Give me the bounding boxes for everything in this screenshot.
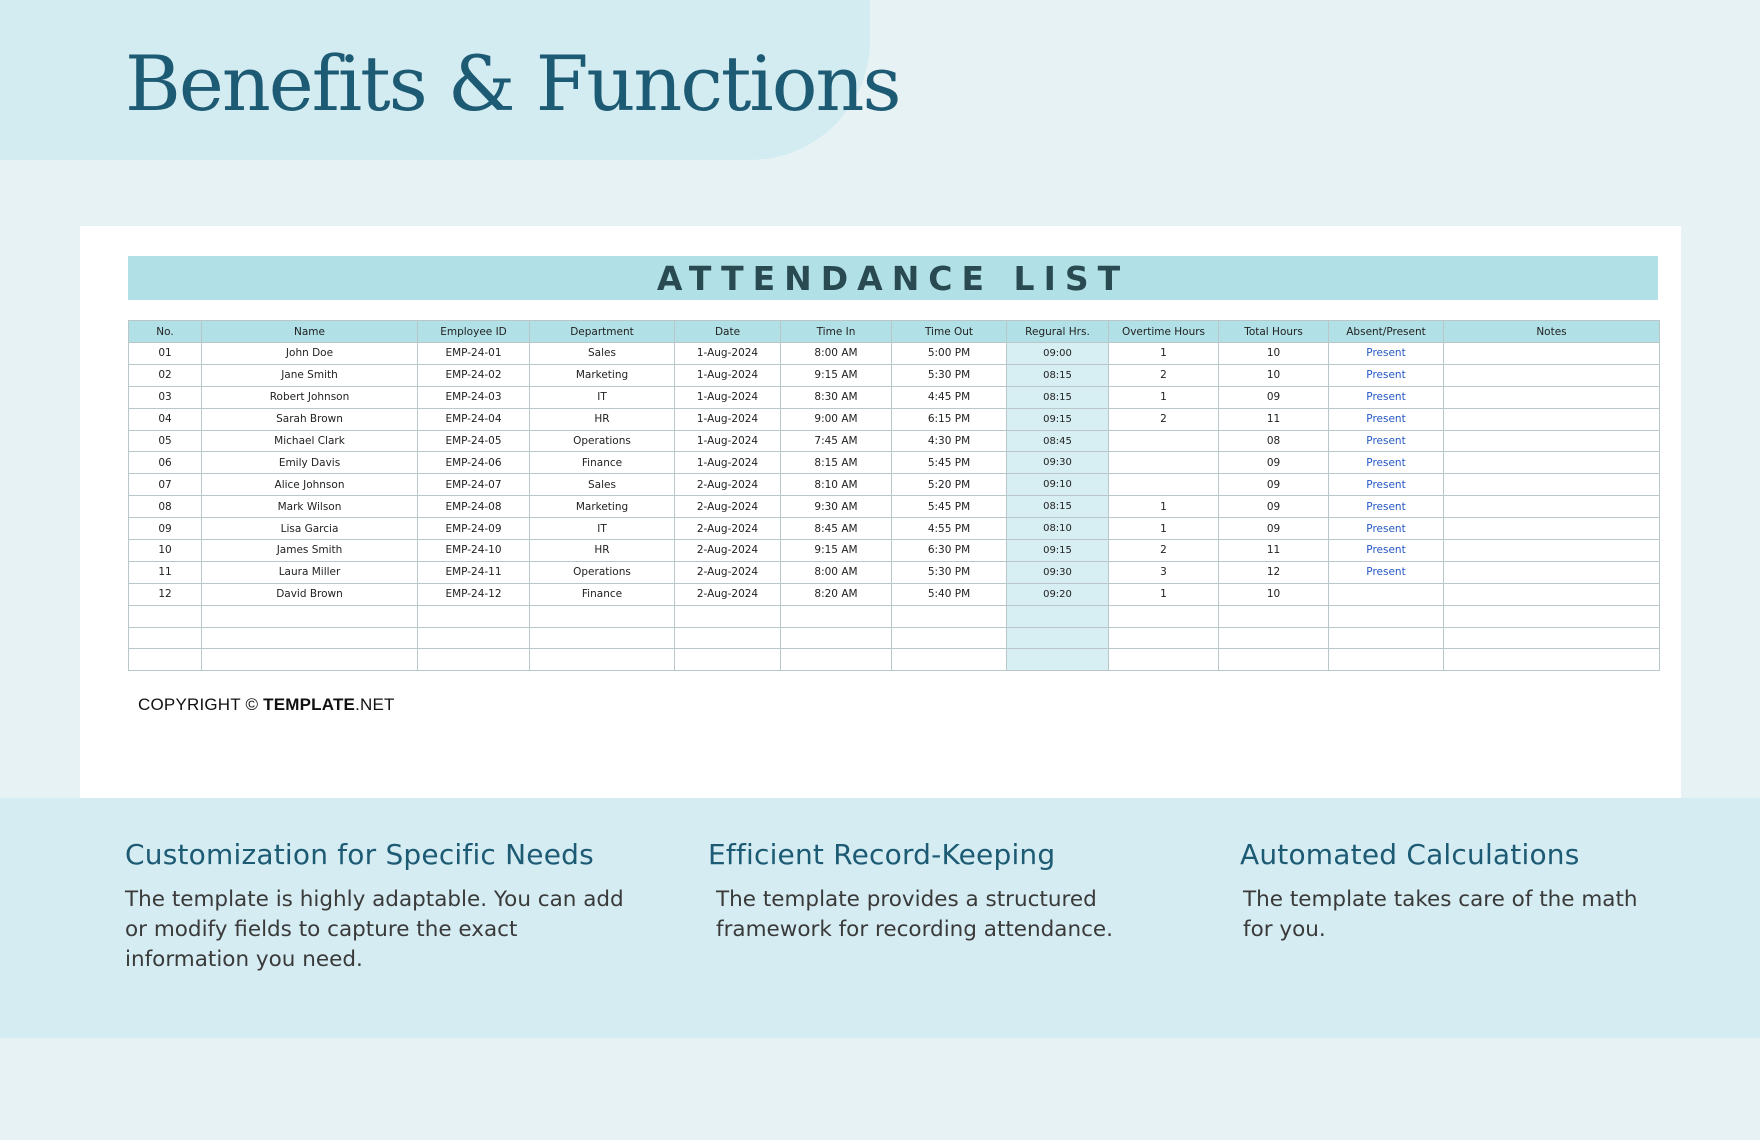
cell-name: Mark Wilson (202, 496, 418, 518)
cell-name: Lisa Garcia (202, 518, 418, 540)
cell-date: 1-Aug-2024 (675, 408, 781, 430)
cell-department: Marketing (530, 496, 675, 518)
cell-total-hours: 10 (1219, 583, 1329, 605)
cell-name: James Smith (202, 540, 418, 562)
cell-time-in: 8:20 AM (781, 583, 892, 605)
table-row (129, 583, 1660, 605)
attendance-table (128, 320, 1660, 671)
cell-notes (1444, 474, 1660, 496)
table-row (129, 430, 1660, 452)
cell-employee-id (418, 627, 530, 649)
cell-date: 1-Aug-2024 (675, 364, 781, 386)
column-header-time-out: Time Out (892, 321, 1007, 343)
cell-employee-id: EMP-24-09 (418, 518, 530, 540)
features-section (0, 798, 1760, 1038)
cell-absent-present (1329, 605, 1444, 627)
cell-time-in: 8:15 AM (781, 452, 892, 474)
cell-total-hours (1219, 627, 1329, 649)
cell-no: 11 (129, 561, 202, 583)
column-header-absent-present: Absent/Present (1329, 321, 1444, 343)
cell-time-out: 5:30 PM (892, 561, 1007, 583)
table-row (129, 518, 1660, 540)
cell-regular-hrs: 08:10 (1007, 518, 1109, 540)
cell-overtime-hours: 3 (1109, 561, 1219, 583)
cell-time-out (892, 649, 1007, 671)
cell-employee-id: EMP-24-10 (418, 540, 530, 562)
sheet-title: ATTENDANCE LIST (128, 256, 1658, 300)
cell-department: Operations (530, 561, 675, 583)
cell-no (129, 605, 202, 627)
cell-total-hours: 11 (1219, 540, 1329, 562)
cell-notes (1444, 430, 1660, 452)
cell-name: Jane Smith (202, 364, 418, 386)
cell-absent-present: Present (1329, 561, 1444, 583)
cell-name: Robert Johnson (202, 386, 418, 408)
cell-time-out: 4:45 PM (892, 386, 1007, 408)
cell-notes (1444, 583, 1660, 605)
table-row (129, 605, 1660, 627)
cell-absent-present: Present (1329, 408, 1444, 430)
column-header-time-in: Time In (781, 321, 892, 343)
cell-no: 07 (129, 474, 202, 496)
cell-department: HR (530, 408, 675, 430)
cell-total-hours: 08 (1219, 430, 1329, 452)
feature-text: The template provides a structured framework for recording attendance. (716, 887, 1113, 942)
cell-date: 2-Aug-2024 (675, 518, 781, 540)
cell-name (202, 605, 418, 627)
cell-no: 10 (129, 540, 202, 562)
cell-no: 06 (129, 452, 202, 474)
cell-employee-id (418, 605, 530, 627)
cell-name (202, 649, 418, 671)
feature-automated-calculations (1240, 838, 1670, 945)
cell-notes (1444, 540, 1660, 562)
cell-notes (1444, 649, 1660, 671)
feature-record-keeping (708, 838, 1158, 945)
cell-overtime-hours (1109, 452, 1219, 474)
cell-name: John Doe (202, 343, 418, 365)
cell-notes (1444, 408, 1660, 430)
cell-name: Laura Miller (202, 561, 418, 583)
cell-overtime-hours (1109, 474, 1219, 496)
cell-absent-present: Present (1329, 518, 1444, 540)
cell-time-in: 8:45 AM (781, 518, 892, 540)
cell-regular-hrs: 08:45 (1007, 430, 1109, 452)
cell-time-out: 4:55 PM (892, 518, 1007, 540)
cell-name: Michael Clark (202, 430, 418, 452)
cell-total-hours: 09 (1219, 518, 1329, 540)
cell-time-in: 8:30 AM (781, 386, 892, 408)
table-row (129, 496, 1660, 518)
cell-regular-hrs: 09:15 (1007, 408, 1109, 430)
cell-absent-present (1329, 627, 1444, 649)
cell-absent-present: Present (1329, 452, 1444, 474)
cell-employee-id: EMP-24-11 (418, 561, 530, 583)
cell-time-out: 5:00 PM (892, 343, 1007, 365)
cell-no: 12 (129, 583, 202, 605)
cell-department: IT (530, 518, 675, 540)
cell-regular-hrs: 08:15 (1007, 496, 1109, 518)
cell-no: 02 (129, 364, 202, 386)
cell-overtime-hours: 1 (1109, 386, 1219, 408)
cell-employee-id: EMP-24-08 (418, 496, 530, 518)
cell-notes (1444, 518, 1660, 540)
cell-time-out (892, 605, 1007, 627)
cell-absent-present (1329, 583, 1444, 605)
cell-total-hours: 09 (1219, 474, 1329, 496)
cell-regular-hrs: 09:15 (1007, 540, 1109, 562)
cell-date: 2-Aug-2024 (675, 561, 781, 583)
cell-overtime-hours (1109, 605, 1219, 627)
cell-absent-present: Present (1329, 343, 1444, 365)
cell-regular-hrs: 09:00 (1007, 343, 1109, 365)
cell-time-out: 6:15 PM (892, 408, 1007, 430)
cell-absent-present: Present (1329, 386, 1444, 408)
cell-no (129, 649, 202, 671)
cell-employee-id: EMP-24-05 (418, 430, 530, 452)
cell-department: Marketing (530, 364, 675, 386)
cell-no: 09 (129, 518, 202, 540)
cell-department (530, 605, 675, 627)
column-header-regular-hrs: Regural Hrs. (1007, 321, 1109, 343)
cell-total-hours (1219, 605, 1329, 627)
cell-name: Sarah Brown (202, 408, 418, 430)
cell-regular-hrs (1007, 649, 1109, 671)
cell-total-hours: 09 (1219, 386, 1329, 408)
column-header-overtime-hours: Overtime Hours (1109, 321, 1219, 343)
cell-time-out: 5:40 PM (892, 583, 1007, 605)
feature-heading: Customization for Specific Needs (125, 838, 594, 871)
cell-regular-hrs: 08:15 (1007, 386, 1109, 408)
cell-time-out (892, 627, 1007, 649)
cell-overtime-hours: 2 (1109, 364, 1219, 386)
feature-text: The template takes care of the math for you. (1243, 887, 1638, 942)
cell-no: 05 (129, 430, 202, 452)
cell-notes (1444, 343, 1660, 365)
cell-time-in: 9:15 AM (781, 540, 892, 562)
cell-absent-present: Present (1329, 496, 1444, 518)
cell-time-in: 7:45 AM (781, 430, 892, 452)
cell-date: 1-Aug-2024 (675, 343, 781, 365)
cell-time-in: 8:00 AM (781, 561, 892, 583)
cell-total-hours: 12 (1219, 561, 1329, 583)
table-row (129, 649, 1660, 671)
page-title: Benefits & Functions (125, 39, 900, 128)
cell-time-in: 9:30 AM (781, 496, 892, 518)
cell-regular-hrs (1007, 605, 1109, 627)
cell-time-out: 5:20 PM (892, 474, 1007, 496)
cell-overtime-hours: 1 (1109, 518, 1219, 540)
column-header-no: No. (129, 321, 202, 343)
attendance-sheet-card (80, 226, 1681, 798)
cell-name: David Brown (202, 583, 418, 605)
cell-time-in (781, 649, 892, 671)
cell-total-hours: 09 (1219, 452, 1329, 474)
cell-total-hours: 11 (1219, 408, 1329, 430)
feature-text: The template is highly adaptable. You can add or modify fields to capture the exact information you need. (125, 887, 624, 972)
cell-no: 01 (129, 343, 202, 365)
cell-date: 2-Aug-2024 (675, 583, 781, 605)
cell-date (675, 649, 781, 671)
table-row (129, 627, 1660, 649)
cell-time-in: 9:00 AM (781, 408, 892, 430)
cell-notes (1444, 386, 1660, 408)
cell-department: HR (530, 540, 675, 562)
cell-department: Finance (530, 583, 675, 605)
cell-regular-hrs: 09:20 (1007, 583, 1109, 605)
cell-name (202, 627, 418, 649)
cell-time-out: 6:30 PM (892, 540, 1007, 562)
table-row (129, 386, 1660, 408)
cell-total-hours (1219, 649, 1329, 671)
cell-time-out: 5:45 PM (892, 496, 1007, 518)
cell-date: 1-Aug-2024 (675, 386, 781, 408)
cell-notes (1444, 627, 1660, 649)
cell-name: Alice Johnson (202, 474, 418, 496)
cell-employee-id: EMP-24-06 (418, 452, 530, 474)
cell-total-hours: 10 (1219, 343, 1329, 365)
cell-employee-id: EMP-24-02 (418, 364, 530, 386)
cell-no: 03 (129, 386, 202, 408)
column-header-total-hours: Total Hours (1219, 321, 1329, 343)
cell-department: Operations (530, 430, 675, 452)
cell-regular-hrs: 09:30 (1007, 561, 1109, 583)
cell-absent-present: Present (1329, 474, 1444, 496)
cell-notes (1444, 364, 1660, 386)
cell-time-out: 4:30 PM (892, 430, 1007, 452)
table-row (129, 474, 1660, 496)
cell-name: Emily Davis (202, 452, 418, 474)
cell-overtime-hours (1109, 649, 1219, 671)
column-header-department: Department (530, 321, 675, 343)
copyright-prefix: COPYRIGHT © (138, 695, 264, 714)
cell-overtime-hours: 2 (1109, 540, 1219, 562)
cell-time-in (781, 605, 892, 627)
cell-overtime-hours (1109, 627, 1219, 649)
column-header-employee-id: Employee ID (418, 321, 530, 343)
cell-date: 2-Aug-2024 (675, 540, 781, 562)
feature-heading: Automated Calculations (1240, 838, 1580, 871)
cell-time-in: 8:00 AM (781, 343, 892, 365)
cell-department (530, 649, 675, 671)
copyright-notice (138, 695, 395, 715)
cell-date: 1-Aug-2024 (675, 452, 781, 474)
cell-no (129, 627, 202, 649)
cell-department: Sales (530, 343, 675, 365)
column-header-notes: Notes (1444, 321, 1660, 343)
cell-absent-present (1329, 649, 1444, 671)
cell-notes (1444, 605, 1660, 627)
feature-heading: Efficient Record-Keeping (708, 838, 1056, 871)
cell-department: Finance (530, 452, 675, 474)
cell-absent-present: Present (1329, 430, 1444, 452)
table-row (129, 408, 1660, 430)
cell-notes (1444, 452, 1660, 474)
cell-regular-hrs: 09:30 (1007, 452, 1109, 474)
cell-overtime-hours: 1 (1109, 496, 1219, 518)
cell-employee-id (418, 649, 530, 671)
cell-employee-id: EMP-24-12 (418, 583, 530, 605)
table-row (129, 343, 1660, 365)
cell-regular-hrs (1007, 627, 1109, 649)
cell-date (675, 627, 781, 649)
cell-overtime-hours: 1 (1109, 583, 1219, 605)
cell-time-out: 5:45 PM (892, 452, 1007, 474)
cell-notes (1444, 561, 1660, 583)
cell-time-in: 8:10 AM (781, 474, 892, 496)
cell-no: 04 (129, 408, 202, 430)
cell-employee-id: EMP-24-01 (418, 343, 530, 365)
feature-customization (125, 838, 645, 975)
cell-department: IT (530, 386, 675, 408)
cell-date: 2-Aug-2024 (675, 496, 781, 518)
cell-employee-id: EMP-24-03 (418, 386, 530, 408)
cell-regular-hrs: 09:10 (1007, 474, 1109, 496)
cell-date: 1-Aug-2024 (675, 430, 781, 452)
table-row (129, 540, 1660, 562)
copyright-suffix: .NET (355, 695, 395, 714)
table-row (129, 364, 1660, 386)
cell-employee-id: EMP-24-04 (418, 408, 530, 430)
cell-time-in (781, 627, 892, 649)
cell-department (530, 627, 675, 649)
table-header-row (129, 321, 1660, 343)
cell-total-hours: 10 (1219, 364, 1329, 386)
table-row (129, 452, 1660, 474)
column-header-name: Name (202, 321, 418, 343)
cell-overtime-hours: 2 (1109, 408, 1219, 430)
copyright-brand: TEMPLATE (263, 695, 356, 714)
cell-time-in: 9:15 AM (781, 364, 892, 386)
cell-employee-id: EMP-24-07 (418, 474, 530, 496)
column-header-date: Date (675, 321, 781, 343)
cell-department: Sales (530, 474, 675, 496)
cell-date (675, 605, 781, 627)
cell-total-hours: 09 (1219, 496, 1329, 518)
cell-regular-hrs: 08:15 (1007, 364, 1109, 386)
table-row (129, 561, 1660, 583)
cell-absent-present: Present (1329, 364, 1444, 386)
cell-notes (1444, 496, 1660, 518)
cell-time-out: 5:30 PM (892, 364, 1007, 386)
cell-no: 08 (129, 496, 202, 518)
cell-date: 2-Aug-2024 (675, 474, 781, 496)
cell-overtime-hours (1109, 430, 1219, 452)
cell-overtime-hours: 1 (1109, 343, 1219, 365)
cell-absent-present: Present (1329, 540, 1444, 562)
